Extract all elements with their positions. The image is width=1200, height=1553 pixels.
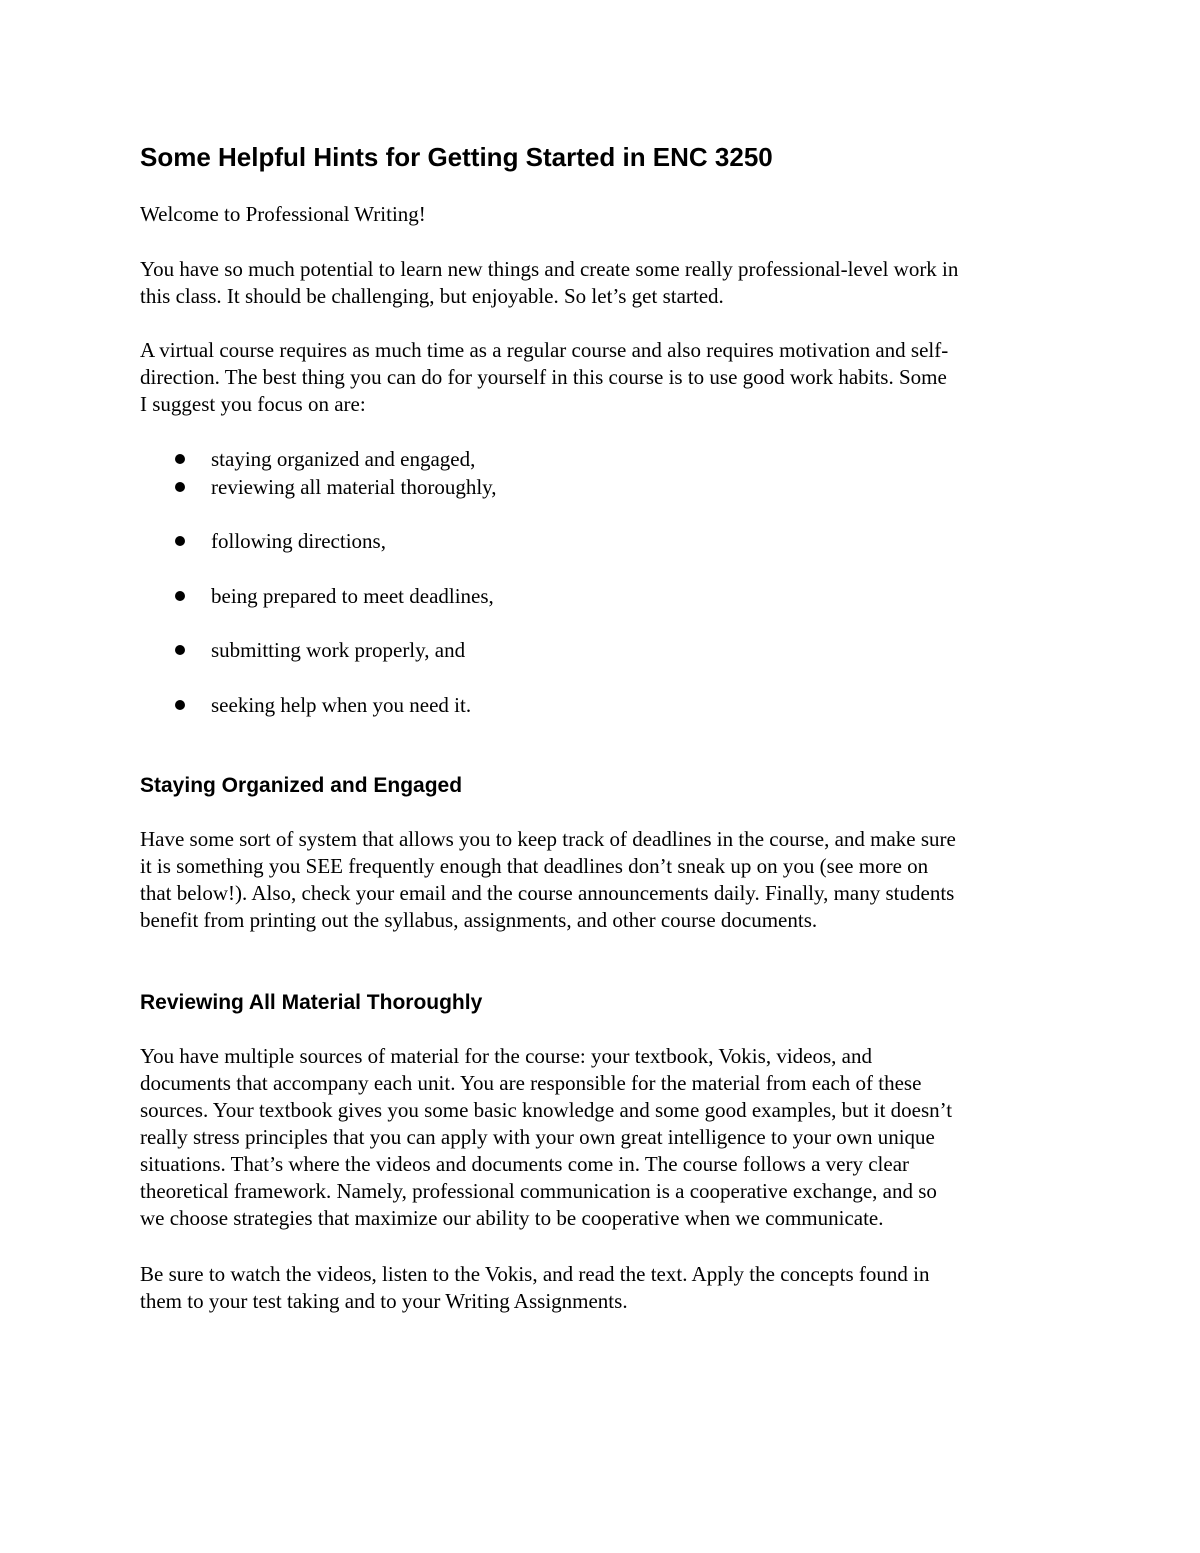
reviewing-paragraph-2 [140,1261,1070,1315]
bullet-icon [175,454,185,464]
reviewing-line-1: You have multiple sources of material for the course: your textbook, Vokis, videos, and [140,1044,872,1068]
organized-line-4: benefit from printing out the syllabus, assignments, and other course documents. [140,908,818,932]
reviewing-line-7: we choose strategies that maximize our ability to be cooperative when we communicate. [140,1206,884,1230]
section-heading-reviewing: Reviewing All Material Thoroughly [140,991,483,1014]
list-item-text: staying organized and engaged, [211,447,476,471]
welcome-paragraph [140,201,1070,228]
intro-paragraph [140,256,1070,310]
document-title: Some Helpful Hints for Getting Started in ENC 3250 [140,142,773,172]
reviewing-line-9: them to your test taking and to your Writing Assignments. [140,1289,628,1313]
bullet-icon [175,645,185,655]
list-item-text: following directions, [211,529,386,553]
organized-line-1: Have some sort of system that allows you to keep track of deadlines in the course, and make sure [140,827,956,851]
reviewing-line-2: documents that accompany each unit. You are responsible for the material from each of these [140,1071,922,1095]
reviewing-line-6: theoretical framework. Namely, professional communication is a cooperative exchange, and so [140,1179,937,1203]
reviewing-paragraph-1 [140,1043,1070,1232]
intro-line-2: this class. It should be challenging, but enjoyable. So let’s get started. [140,284,724,308]
virtual-line-3: I suggest you focus on are: [140,392,366,416]
list-item-text: reviewing all material thoroughly, [211,475,497,499]
section-heading-organized: Staying Organized and Engaged [140,774,463,797]
reviewing-line-4: really stress principles that you can apply with your own great intelligence to your own unique [140,1125,935,1149]
reviewing-line-8: Be sure to watch the videos, listen to the Vokis, and read the text. Apply the concepts found in [140,1262,930,1286]
list-item-text: seeking help when you need it. [211,693,472,717]
list-item-text: submitting work properly, and [211,638,466,662]
reviewing-line-5: situations. That’s where the videos and documents come in. The course follows a very clear [140,1152,910,1176]
bullet-icon [175,700,185,710]
virtual-line-1: A virtual course requires as much time as a regular course and also requires motivation and self- [140,338,949,362]
list-item-text: being prepared to meet deadlines, [211,584,494,608]
organized-line-3: that below!). Also, check your email and the course announcements daily. Finally, many students [140,881,955,905]
organized-line-2: it is something you SEE frequently enough that deadlines don’t sneak up on you (see more on [140,854,929,878]
virtual-course-paragraph [140,337,1070,418]
virtual-line-2: direction. The best thing you can do for yourself in this course is to use good work habits. Some [140,365,947,389]
bullet-icon [175,536,185,546]
bullet-icon [175,591,185,601]
reviewing-line-3: sources. Your textbook gives you some basic knowledge and some good examples, but it doesn’t [140,1098,953,1122]
welcome-line: Welcome to Professional Writing! [140,202,426,226]
bullet-icon [175,482,185,492]
intro-line-1: You have so much potential to learn new things and create some really professional-level work in [140,257,959,281]
organized-paragraph [140,826,1070,934]
